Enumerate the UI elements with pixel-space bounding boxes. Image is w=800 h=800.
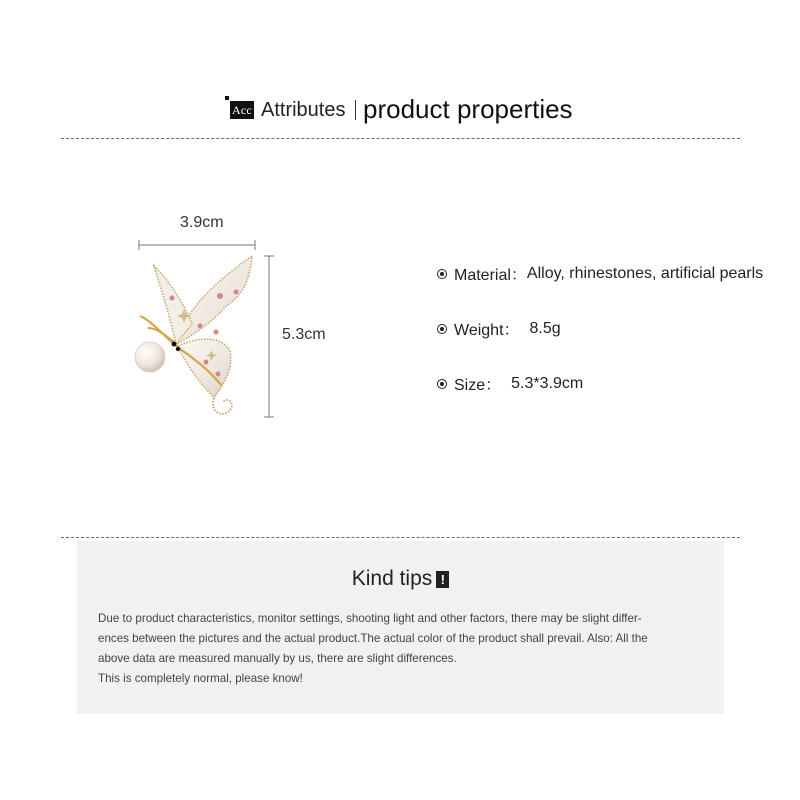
property-value: 8.5g bbox=[529, 319, 561, 337]
kind-tips-panel bbox=[77, 541, 724, 714]
tips-line: Due to product characteristics, monitor settings, shooting light and other factors, there may be slight differ- bbox=[98, 612, 642, 625]
kind-tips-title-text: Kind tips bbox=[351, 567, 433, 590]
kind-tips-title bbox=[77, 567, 724, 591]
tips-line: ences between the pictures and the actual product.The actual color of the product shall prevail. Also: All the bbox=[98, 632, 648, 645]
exclamation-icon: ! bbox=[436, 571, 449, 588]
tips-line: above data are measured manually by us, there are slight differences. bbox=[98, 652, 457, 665]
property-value: 5.3*3.9cm bbox=[511, 374, 584, 392]
bottom-divider bbox=[61, 537, 740, 538]
property-label: Size： bbox=[454, 377, 502, 394]
radio-bullet-icon bbox=[437, 269, 447, 279]
width-dimension-line bbox=[139, 240, 255, 250]
property-size bbox=[437, 372, 583, 395]
section-header bbox=[0, 92, 800, 128]
width-label: 3.9cm bbox=[180, 214, 224, 231]
height-dimension-line bbox=[264, 256, 274, 417]
property-weight bbox=[437, 317, 561, 340]
brooch-image bbox=[135, 256, 252, 414]
header-dot bbox=[225, 96, 229, 100]
top-divider bbox=[61, 138, 740, 139]
product-illustration bbox=[130, 236, 280, 426]
radio-bullet-icon bbox=[437, 379, 447, 389]
kind-tips-text bbox=[98, 609, 713, 689]
radio-bullet-icon bbox=[437, 324, 447, 334]
property-label: Material： bbox=[454, 267, 527, 284]
header-attributes: Attributes bbox=[261, 99, 346, 121]
height-label: 5.3cm bbox=[282, 326, 326, 343]
tips-line: This is completely normal, please know! bbox=[98, 672, 303, 685]
header-badge: Acc bbox=[232, 103, 252, 117]
property-value: Alloy, rhinestones, artificial pearls bbox=[526, 264, 764, 282]
header-divider bbox=[355, 100, 356, 120]
property-label: Weight： bbox=[454, 322, 520, 339]
property-material bbox=[437, 262, 763, 285]
page-title: product properties bbox=[363, 94, 573, 124]
